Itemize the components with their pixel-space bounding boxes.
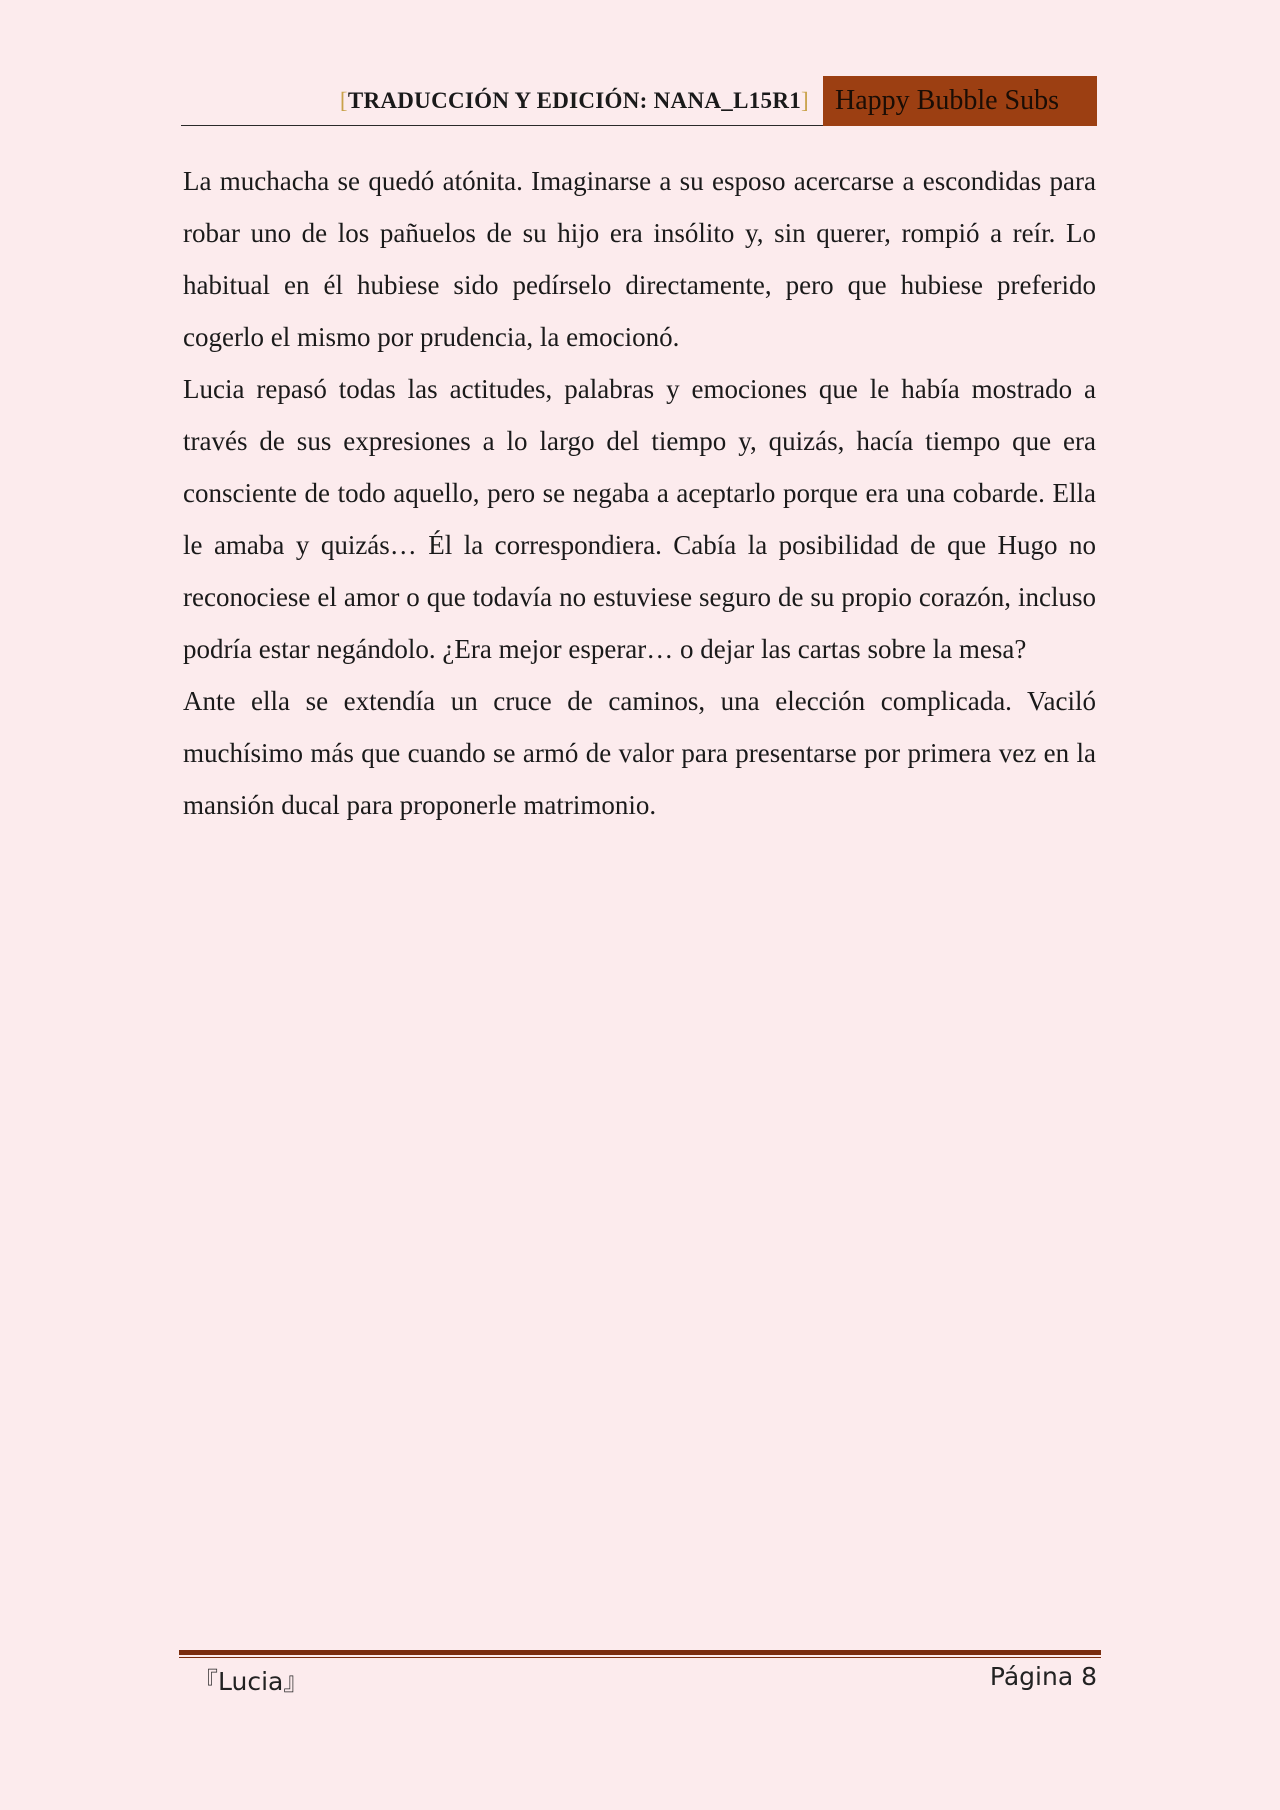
footer-rule-thin xyxy=(179,1657,1101,1658)
brand-label: Happy Bubble Subs xyxy=(823,76,1097,126)
paragraph-1: La muchacha se quedó atónita. Imaginarse a su esposo acercarse a escondidas para robar uno de los pañuelos de su hijo era insólito y, sin querer, rompió a reír. Lo habitual en él hubiese sido pedírselo directamente, pero que hubiese preferido cogerlo el mismo por prudencia, la emocionó. xyxy=(183,166,1096,352)
paragraph-2: Lucia repasó todas las actitudes, palabras y emociones que le había mostrado a través de sus expresiones a lo largo del tiempo y, quizás, hacía tiempo que era consciente de todo aquello, pero se negaba a aceptarlo porque era una cobarde. Ella le amaba y quizás… Él la correspondiera. Cabía la posibilidad de que Hugo no reconociese el amor o que todavía no estuviese seguro de su propio corazón, incluso podría estar negándolo. ¿Era mejor esperar… o dejar las cartas sobre la mesa? xyxy=(183,374,1096,664)
header-rule xyxy=(181,125,823,126)
page-number: Página 8 xyxy=(989,1662,1097,1691)
body-text xyxy=(183,155,1096,831)
credit-text: TRADUCCIÓN Y EDICIÓN: NANA_L15R1 xyxy=(347,88,802,113)
paragraph-3: Ante ella se extendía un cruce de caminos, una elección complicada. Vaciló muchísimo más que cuando se armó de valor para presentarse por primera vez en la mansión ducal para proponerle matrimonio. xyxy=(183,686,1096,820)
footer-book-title: 『Lucia』 xyxy=(193,1667,309,1696)
credit-bracket-open: [ xyxy=(339,88,348,113)
page-header xyxy=(181,76,1097,126)
translation-credit xyxy=(340,88,809,114)
footer-rule-thick xyxy=(179,1650,1101,1655)
credit-bracket-close: ] xyxy=(801,88,809,113)
